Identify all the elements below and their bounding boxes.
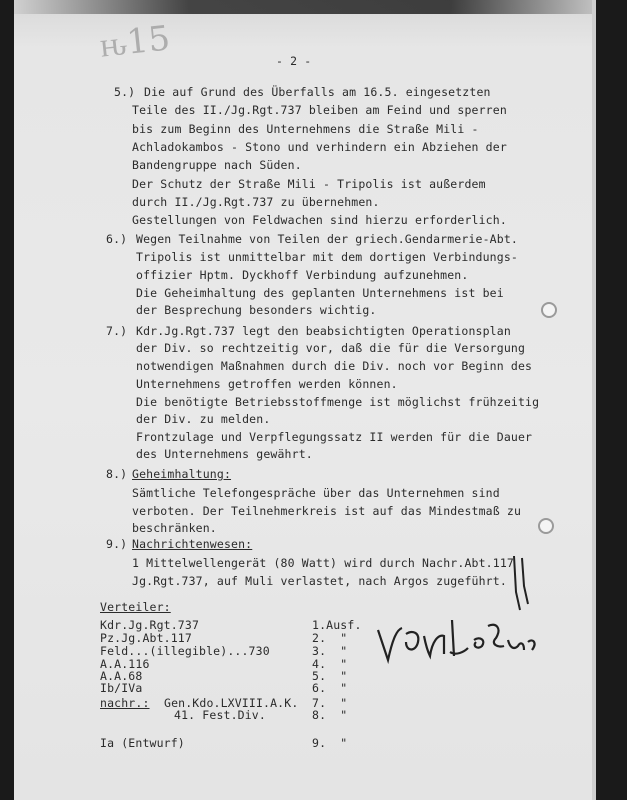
distribution-copy: 1.Ausf.: [312, 618, 362, 632]
section-line: Bandengruppe nach Süden.: [132, 158, 302, 172]
scan-right-edge: [592, 0, 596, 800]
distribution-entry: A.A.68: [100, 669, 143, 683]
section-heading: Nachrichtenwesen:: [132, 537, 253, 551]
distribution-entry: Pz.Jg.Abt.117: [100, 631, 192, 645]
section-line: der Div. zu melden.: [136, 412, 271, 426]
section-line: Tripolis ist unmittelbar mit dem dortigen Verbindungs-: [136, 250, 518, 264]
punch-hole: [538, 518, 554, 534]
punch-hole: [541, 302, 557, 318]
section-line: Jg.Rgt.737, auf Muli verlastet, nach Argos zugeführt.: [132, 574, 507, 588]
distribution-copy: 6. ": [312, 681, 348, 695]
page-number: - 2 -: [276, 54, 312, 68]
distribution-copy: 5. ": [312, 669, 348, 683]
section-line: Gestellungen von Feldwachen sind hierzu erforderlich.: [132, 213, 507, 227]
section-line: offizier Hptm. Dyckhoff Verbindung aufzunehmen.: [136, 268, 469, 282]
section-line: notwendigen Maßnahmen durch die Div. noch vor Beginn des: [136, 359, 533, 373]
distribution-entry: 41. Fest.Div.: [174, 708, 266, 722]
section-line: Die benötigte Betriebsstoffmenge ist möglichst frühzeitig: [136, 395, 540, 409]
section-line: beschränken.: [132, 521, 217, 535]
section-number: 9.): [106, 537, 128, 551]
section-line: Frontzulage und Verpflegungssatz II werden für die Dauer: [136, 430, 533, 444]
section-line: Sämtliche Telefongespräche über das Unternehmen sind: [132, 486, 500, 500]
section-line: der Div. so rechtzeitig vor, daß die für die Versorgung: [136, 341, 526, 355]
section-number: 7.): [106, 324, 128, 338]
nachr-label: nachr.:: [100, 696, 150, 710]
distribution-entry: Ib/IVa: [100, 681, 143, 695]
scan-top-band: [14, 0, 596, 14]
section-number: 8.): [106, 467, 128, 481]
section-line: verboten. Der Teilnehmerkreis ist auf das Mindestmaß zu: [132, 504, 522, 518]
section-number: 5.): [114, 85, 136, 99]
section-line: bis zum Beginn des Unternehmens die Straße Mili -: [132, 122, 479, 136]
distribution-entry: Gen.Kdo.LXVIII.A.K.: [164, 696, 299, 710]
distribution-copy: 3. ": [312, 644, 348, 658]
distribution-copy: 9. ": [312, 736, 348, 750]
section-line: Der Schutz der Straße Mili - Tripolis ist außerdem: [132, 177, 486, 191]
section-line: Wegen Teilnahme von Teilen der griech.Gendarmerie-Abt.: [136, 232, 518, 246]
section-line: Die auf Grund des Überfalls am 16.5. eingesetzten: [144, 85, 491, 99]
distribution-heading: Verteiler:: [100, 600, 171, 614]
section-line: Kdr.Jg.Rgt.737 legt den beabsichtigten Operationsplan: [136, 324, 511, 338]
section-line: Achladokambos - Stono und verhindern ein Abziehen der: [132, 140, 507, 154]
section-line: Teile des II./Jg.Rgt.737 bleiben am Feind und sperren: [132, 103, 507, 117]
section-line: der Besprechung besonders wichtig.: [136, 303, 377, 317]
section-number: 6.): [106, 232, 128, 246]
section-line: Die Geheimhaltung des geplanten Unternehmens ist bei: [136, 286, 504, 300]
section-line: Unternehmens getroffen werden können.: [136, 377, 398, 391]
section-line: 1 Mittelwellengerät (80 Watt) wird durch Nachr.Abt.117: [132, 556, 514, 570]
distribution-entry: Kdr.Jg.Rgt.737: [100, 618, 200, 632]
distribution-copy: 7. ": [312, 696, 348, 710]
distribution-copy: 2. ": [312, 631, 348, 645]
handwritten-mark: ԋ15: [98, 18, 172, 66]
distribution-copy: 8. ": [312, 708, 348, 722]
section-line: durch II./Jg.Rgt.737 zu übernehmen.: [132, 195, 380, 209]
distribution-entry: A.A.116: [100, 657, 150, 671]
distribution-entry: Ia (Entwurf): [100, 736, 185, 750]
signature: [372, 612, 542, 672]
handwritten-tick: [506, 552, 534, 614]
section-line: des Unternehmens gewährt.: [136, 447, 313, 461]
distribution-entry: Feld...(illegible)...730: [100, 644, 270, 658]
section-heading: Geheimhaltung:: [132, 467, 232, 481]
distribution-copy: 4. ": [312, 657, 348, 671]
document-page: [14, 0, 596, 800]
